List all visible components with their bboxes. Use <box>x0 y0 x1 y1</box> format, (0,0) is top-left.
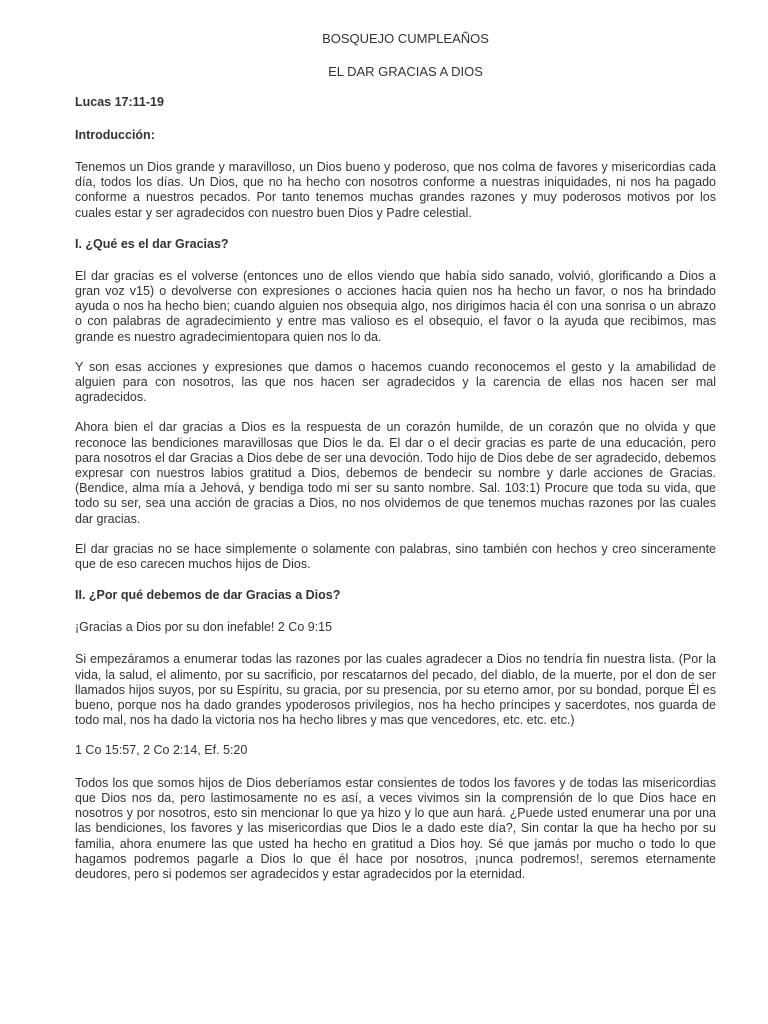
section-1-paragraph-1: El dar gracias es el volverse (entonces uno de ellos viendo que había sido sanado, volvió, glorificando a Dios a gran voz v15) o devolverse con expresiones o acciones hacia quien nos ha hecho un favor, o nos ha brindado ayuda o nos ha hecho bien; cuando alguien nos obsequia algo, nos dirigimos hacia él con una sonrisa o un abrazo o con palabras de agradecimiento y entre mas valioso es el obsequio, el favor o la ayuda que recibimos, mas grande es nuestro agradecimientopara quien nos lo da. <box>75 268 716 344</box>
section-2-paragraph-2: Todos los que somos hijos de Dios deberíamos estar consientes de todos los favores y de todas las misericordias que Dios nos da, pero lastimosamente no es así, a veces vivimos sin la comprensión de lo que Dios hace en nosotros y por nosotros, esto sin mencionar lo que ya hizo y lo que aun hará. ¿Puede usted enumerar una por una las bendiciones, los favores y las misericordias que Dios le a dado este día?, Sin contar la que ha hecho por su familia, ahora enumere las que usted ha hecho en gratitud a Dios hoy. Sé que jamás por mucho o todo lo que hagamos podremos pagarle a Dios lo que él hace por nosotros, ¡nunca podremos!, seremos eternamente deudores, pero si podemos ser agradecidos y estar agradecidos por la eternidad. <box>75 775 716 881</box>
document-subtitle: EL DAR GRACIAS A DIOS <box>328 64 483 79</box>
section-1-paragraph-2: Y son esas acciones y expresiones que damos o hacemos cuando reconocemos el gesto y la amabilidad de alguien para con nosotros, las que nos hacen ser agradecidos y la carencia de ellas nos hacen ser mal agradecidos. <box>75 359 716 405</box>
intro-heading: Introducción: <box>75 128 155 142</box>
section-2-verse: ¡Gracias a Dios por su don inefable! 2 Co 9:15 <box>75 620 333 635</box>
document-title: BOSQUEJO CUMPLEAÑOS <box>322 31 489 46</box>
scripture-reference: Lucas 17:11-19 <box>75 95 164 109</box>
section-2-references: 1 Co 15:57, 2 Co 2:14, Ef. 5:20 <box>75 743 248 758</box>
section-1-paragraph-4: El dar gracias no se hace simplemente o solamente con palabras, sino también con hechos y creo sinceramente que de eso carecen muchos hijos de Dios. <box>75 541 716 572</box>
intro-paragraph: Tenemos un Dios grande y maravilloso, un Dios bueno y poderoso, que nos colma de favores y misericordias cada día, todos los días. Un Dios, que no ha hecho con nosotros conforme a nuestras iniquidades, ni nos ha pagado conforme a nuestros pecados. Por tanto tenemos muchas grandes razones y muy poderosos motivos por los cuales estar y ser agradecidos con nuestro buen Dios y Padre celestial. <box>75 160 716 220</box>
section-2-heading: II. ¿Por qué debemos de dar Gracias a Dios? <box>75 588 341 603</box>
section-2-paragraph-1: Si empezáramos a enumerar todas las razones por las cuales agradecer a Dios no tendría fin nuestra lista. (Por la vida, la salud, el alimento, por su sacrificio, por rescatarnos del pecado, del diablo, de la muerte, por el don de ser llamados hijos suyos, por su Espíritu, su gracia, por su presencia, por su eterno amor, por su bondad, porque Él es bueno, porque nos ha dado grandes ypoderosos privilegios, nos ha hecho príncipes y sacerdotes, nos guarda de todo mal, nos ha dado la victoria nos ha hecho libres y mas que vencedores, etc. etc. etc.) <box>75 652 716 728</box>
section-1-heading: I. ¿Qué es el dar Gracias? <box>75 236 229 251</box>
section-1-paragraph-3: Ahora bien el dar gracias a Dios es la respuesta de un corazón humilde, de un corazón que no olvida y que reconoce las bendiciones maravillosas que Dios le da. El dar o el decir gracias es parte de una educación, pero para nosotros el dar Gracias a Dios debe de ser una devoción. Todo hijo de Dios debe de ser agradecido, debemos expresar con nuestros labios gratitud a Dios, debemos de bendecir su nombre y darle acciones de Gracias. (Bendice, alma mía a Jehová, y bendiga todo mi ser su santo nombre. Sal. 103:1) Procure que toda su vida, que todo su ser, sea una acción de gracias a Dios, no nos olvidemos de que tenemos muchas razones por las cuales dar gracias. <box>75 420 716 526</box>
